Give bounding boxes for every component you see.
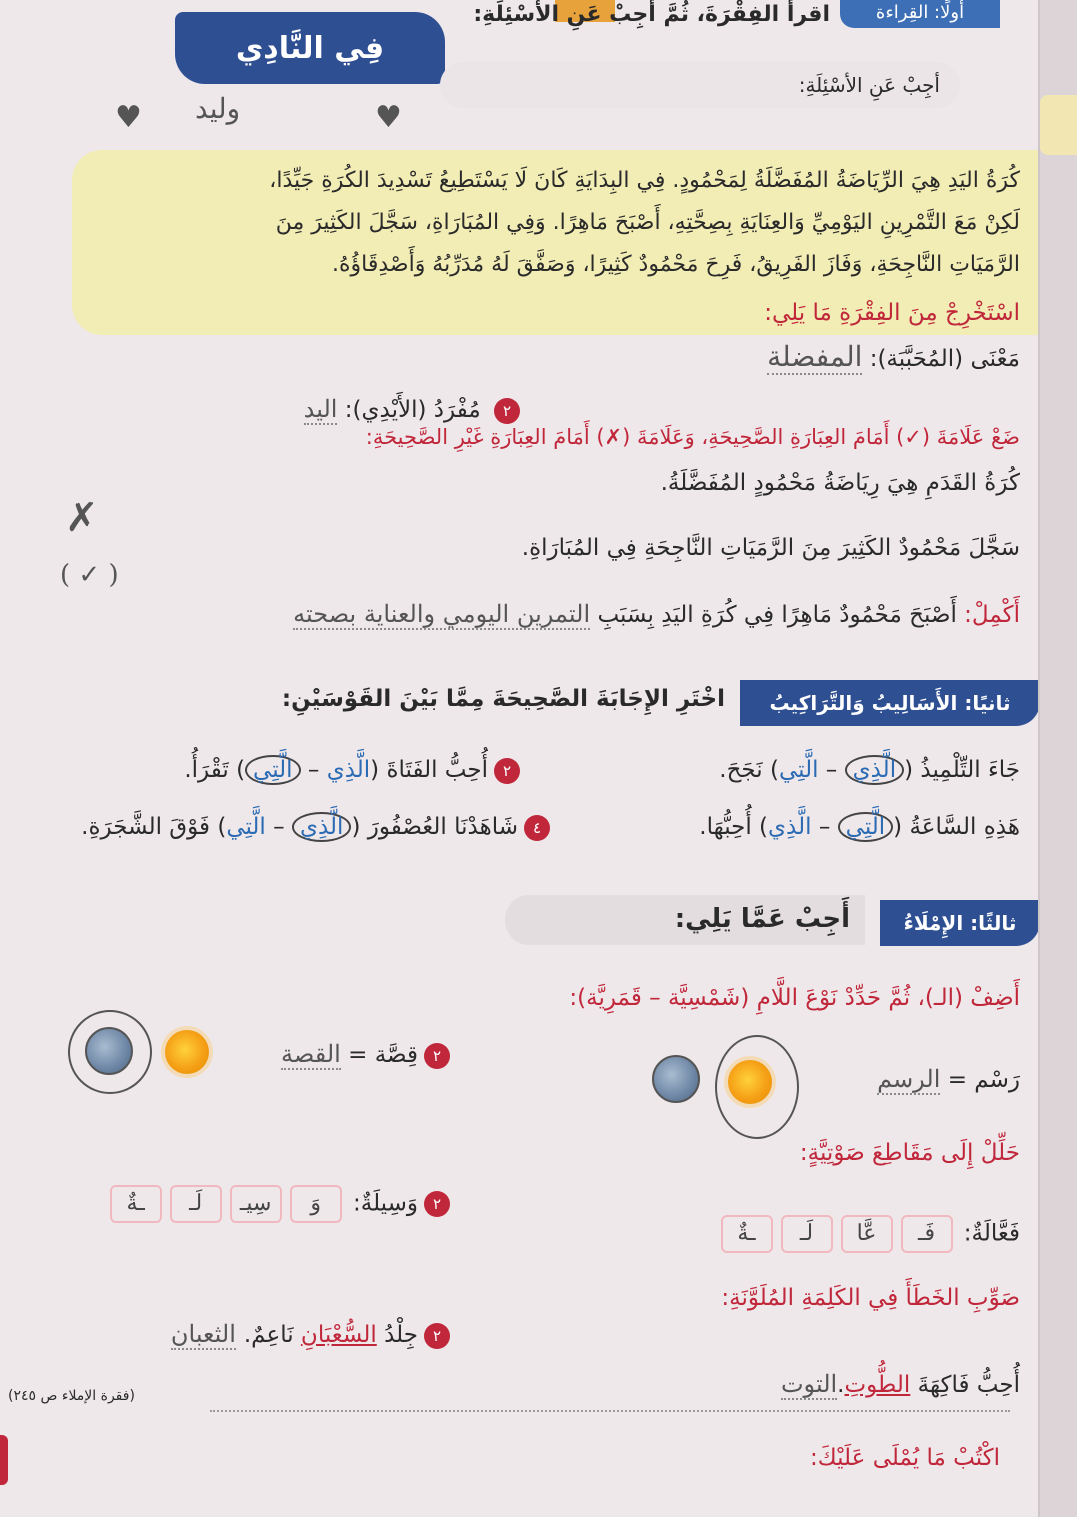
syllables-heading: حَلِّلْ إِلَى مَقَاطِعَ صَوْتِيَّةٍ:: [799, 1140, 1020, 1166]
statement-1-mark[interactable]: ✗: [65, 495, 99, 541]
meaning-answer[interactable]: المفضلة: [767, 340, 863, 373]
questions-pill: أجِبْ عَنِ الأسْئِلَةِ:: [440, 62, 960, 108]
add-al-heading: [569, 985, 1020, 1011]
question-number-2d: ٢: [424, 1191, 450, 1217]
statement-2: سَجَّلَ مَحْمُودٌ الكَثِيرَ مِنَ الرَّمَيَاتِ النَّاجِحَةِ فِي المُبَارَاةِ.: [521, 535, 1020, 561]
syllable-box[interactable]: سِيـ: [230, 1185, 282, 1223]
choice-item-1: جَاءَ التِّلْمِيذُ (الَّذِي – الَّتِي) نَجَحَ.: [719, 757, 1020, 783]
correct-1-word: الطُّوتِ: [844, 1372, 911, 1398]
handwritten-name: وليد: [195, 92, 241, 125]
correct-2-start: جِلْدُ: [376, 1322, 418, 1348]
choice-3-end: ) أُحِبُّهَا.: [699, 814, 769, 840]
choice-item-4: ٤شَاهَدْنَا العُصْفُورَ (الَّذِي – الَّتِي) فَوْقَ الشَّجَرَةِ.: [81, 812, 550, 842]
syllables-faala-label: فَعَّالَةٌ:: [956, 1220, 1020, 1247]
mark-heading: [366, 425, 1020, 449]
question-number-2: ٢: [494, 398, 520, 424]
dictation-page-note: (فقرة الإملاء ص ٢٤٥): [8, 1388, 135, 1404]
next-page-edge: [1038, 0, 1077, 1517]
write-dictation-heading: اكْتُبْ مَا يُمْلَى عَلَيْكَ:: [809, 1445, 1000, 1471]
moon-icon-2[interactable]: [652, 1055, 700, 1103]
question-number-2b: ٢: [494, 758, 520, 784]
correct-1-start: أُحِبُّ فَاكِهَةَ: [910, 1372, 1020, 1398]
question-number-4: ٤: [524, 815, 550, 841]
add-al-start: أَضِفْ (الـ)، ثُمَّ حَدِّدْ نَوْعَ اللَّامِ (: [740, 985, 1020, 1011]
heart-doodle-icon-2: ♥: [375, 100, 402, 135]
syllables-wasila: [106, 1185, 450, 1223]
syllables-wasila-label: وَسِيلَةٌ:: [345, 1190, 418, 1217]
section-tab-reading: أولًا: القِراءة: [840, 0, 1000, 28]
singular-question: [304, 395, 520, 425]
reading-instruction: اقرأ الفِقْرَةَ، ثُمَّ أجِبْ عَنِ الأسْئِلَةِ:: [473, 2, 830, 27]
styles-instruction: اخْتَرِ الإِجَابَةَ الصَّحِيحَةَ مِمَّا بَيْنَ القَوْسَيْنِ:: [281, 686, 725, 712]
passage-line-2: لَكِنْ مَعَ التَّمْرِينِ اليَوْمِيِّ وَالعِنَايَةِ بِصِحَّتِهِ، أَصْبَحَ مَاهِرًا. وَفِي المُبَارَاةِ، سَجَّلَ الكَثِيرَ مِنَ: [275, 210, 1020, 235]
add-al-sep: –: [641, 985, 668, 1011]
meaning-question: [767, 340, 1020, 375]
choice-4-option-2[interactable]: الَّتِي: [226, 814, 266, 840]
choice-1-end: ) نَجَحَ.: [719, 757, 779, 783]
complete-label: أَكْمِلْ:: [956, 602, 1020, 628]
choice-3-start: هَذِهِ السَّاعَةُ (: [893, 814, 1020, 840]
next-page-yellow-box: [1040, 95, 1077, 155]
sun-icon[interactable]: [165, 1030, 209, 1074]
choice-3-option-1[interactable]: الَّتِي: [838, 812, 894, 842]
word-rasm-answer[interactable]: الرسم: [877, 1065, 941, 1093]
syllables-faala: [717, 1215, 1021, 1253]
passage-line-3: الرَّمَيَاتِ النَّاجِحَةِ، وَفَازَ الفَرِيقُ، فَرِحَ مَحْمُودٌ كَثِيرًا، وَصَفَّقَ لَهُ مُدَرِّبُهُ وَأَصْدِقَاؤُهُ.: [331, 252, 1020, 277]
qamariya-label: قَمَرِيَّة: [586, 985, 642, 1011]
statement-2-mark[interactable]: ( ✓ ): [60, 560, 119, 590]
choice-1-option-1[interactable]: الَّذِي: [845, 755, 904, 785]
choice-item-3: هَذِهِ السَّاعَةُ (الَّتِي – الَّذِي) أُحِبُّهَا.: [699, 814, 1020, 840]
lesson-title: فِي النَّادِي: [175, 12, 445, 84]
syllable-box[interactable]: لَـ: [781, 1215, 833, 1253]
mark-heading-wrong: وَعَلَامَةَ (✗) أَمَامَ العِبَارَةِ غَيْرِ الصَّحِيحَةِ:: [365, 425, 695, 449]
word-qissa: [281, 1040, 450, 1070]
syllable-box[interactable]: وَ: [290, 1185, 342, 1223]
statement-1: كُرَةُ القَدَمِ هِيَ رِيَاضَةُ مَحْمُودٍ المُفَضَّلَةُ.: [660, 470, 1020, 496]
complete-question: [293, 600, 1020, 630]
choice-2-start: أُحِبُّ الفَتَاةَ (: [370, 757, 488, 783]
complete-text: أَصْبَحَ مَحْمُودٌ مَاهِرًا فِي كُرَةِ اليَدِ بِسَبَبِ: [590, 602, 957, 628]
correct-item-2: [171, 1320, 450, 1350]
question-number-2e: ٢: [424, 1323, 450, 1349]
choice-2-option-1[interactable]: الَّذِي: [326, 757, 371, 783]
add-al-end: ):: [569, 985, 587, 1011]
syllable-box[interactable]: فَـ: [901, 1215, 953, 1253]
moon-icon[interactable]: [85, 1027, 133, 1075]
choice-4-option-1[interactable]: الَّذِي: [292, 812, 351, 842]
page-edge-marker: [0, 1435, 8, 1485]
shamsiya-label: شَمْسِيَّة: [667, 985, 741, 1011]
word-qissa-label: قِصَّة =: [340, 1042, 418, 1068]
choice-3-option-2[interactable]: الَّذِي: [768, 814, 812, 840]
word-qissa-answer[interactable]: القصة: [281, 1040, 341, 1068]
correct-item-1: أُحِبُّ فَاكِهَةَ الطُّوتِ.التوت: [780, 1370, 1020, 1398]
dictation-write-line[interactable]: [210, 1410, 1010, 1412]
word-rasm: [877, 1065, 1020, 1095]
mark-heading-correct: ضَعْ عَلَامَةَ (✓) أَمَامَ العِبَارَةِ الصَّحِيحَةِ،: [694, 425, 1020, 449]
choice-4-start: شَاهَدْنَا العُصْفُورَ (: [351, 814, 518, 840]
heart-doodle-icon: ♥: [115, 100, 142, 135]
correct-heading: صَوِّبِ الخَطَأَ فِي الكَلِمَةِ المُلَوَّنَةِ:: [721, 1285, 1020, 1311]
choice-2-option-2[interactable]: الَّتِي: [245, 755, 301, 785]
syllable-box[interactable]: عَّا: [841, 1215, 893, 1253]
choice-1-option-2[interactable]: الَّتِي: [778, 757, 819, 783]
complete-answer[interactable]: التمرين اليومي والعناية بصحته: [293, 600, 591, 628]
singular-label: مُفْرَدُ (الأَيْدِي):: [337, 397, 481, 423]
section-banner-styles: ثانيًا: الأَسَالِيبُ وَالتَّرَاكِيبُ: [740, 680, 1040, 726]
passage-line-1: كُرَةُ اليَدِ هِيَ الرِّيَاضَةُ المُفَضَّلَةُ لِمَحْمُودٍ. فِي البِدَايَةِ كَانَ لَا يَسْتَطِيعُ تَسْدِيدَ الكُرَةِ جَيِّدًا،: [269, 168, 1020, 193]
correct-2-word: السُّعْبَانِ: [300, 1322, 377, 1348]
question-number-2c: ٢: [424, 1043, 450, 1069]
section-banner-dictation: ثالثًا: الإِمْلَاءُ: [880, 900, 1040, 946]
syllable-box[interactable]: لَـ: [170, 1185, 222, 1223]
word-rasm-label: رَسْم =: [940, 1067, 1020, 1093]
meaning-label: مَعْنَى (المُحَبَّبَة):: [862, 346, 1020, 372]
correct-2-answer[interactable]: الثعبان: [170, 1320, 236, 1348]
choice-4-end: ) فَوْقَ الشَّجَرَةِ.: [81, 814, 227, 840]
syllable-box[interactable]: ـةٌ: [110, 1185, 162, 1223]
correct-1-answer[interactable]: التوت: [780, 1370, 838, 1398]
dictation-instruction: أَجِبْ عَمَّا يَلِي:: [674, 904, 850, 934]
choice-2-end: ) تَقْرَأُ.: [184, 757, 246, 783]
singular-answer[interactable]: اليد: [303, 395, 338, 423]
choice-item-2: ٢أُحِبُّ الفَتَاةَ (الَّذِي – الَّتِي) تَقْرَأُ.: [184, 755, 520, 785]
correct-2-end: نَاعِمٌ.: [243, 1322, 301, 1348]
choice-1-start: جَاءَ التِّلْمِيذُ (: [904, 757, 1020, 783]
syllable-box[interactable]: ـةٌ: [721, 1215, 773, 1253]
sun-icon-2[interactable]: [728, 1060, 772, 1104]
extract-heading: اسْتَخْرِجْ مِنَ الفِقْرَةِ مَا يَلِي:: [764, 300, 1020, 326]
